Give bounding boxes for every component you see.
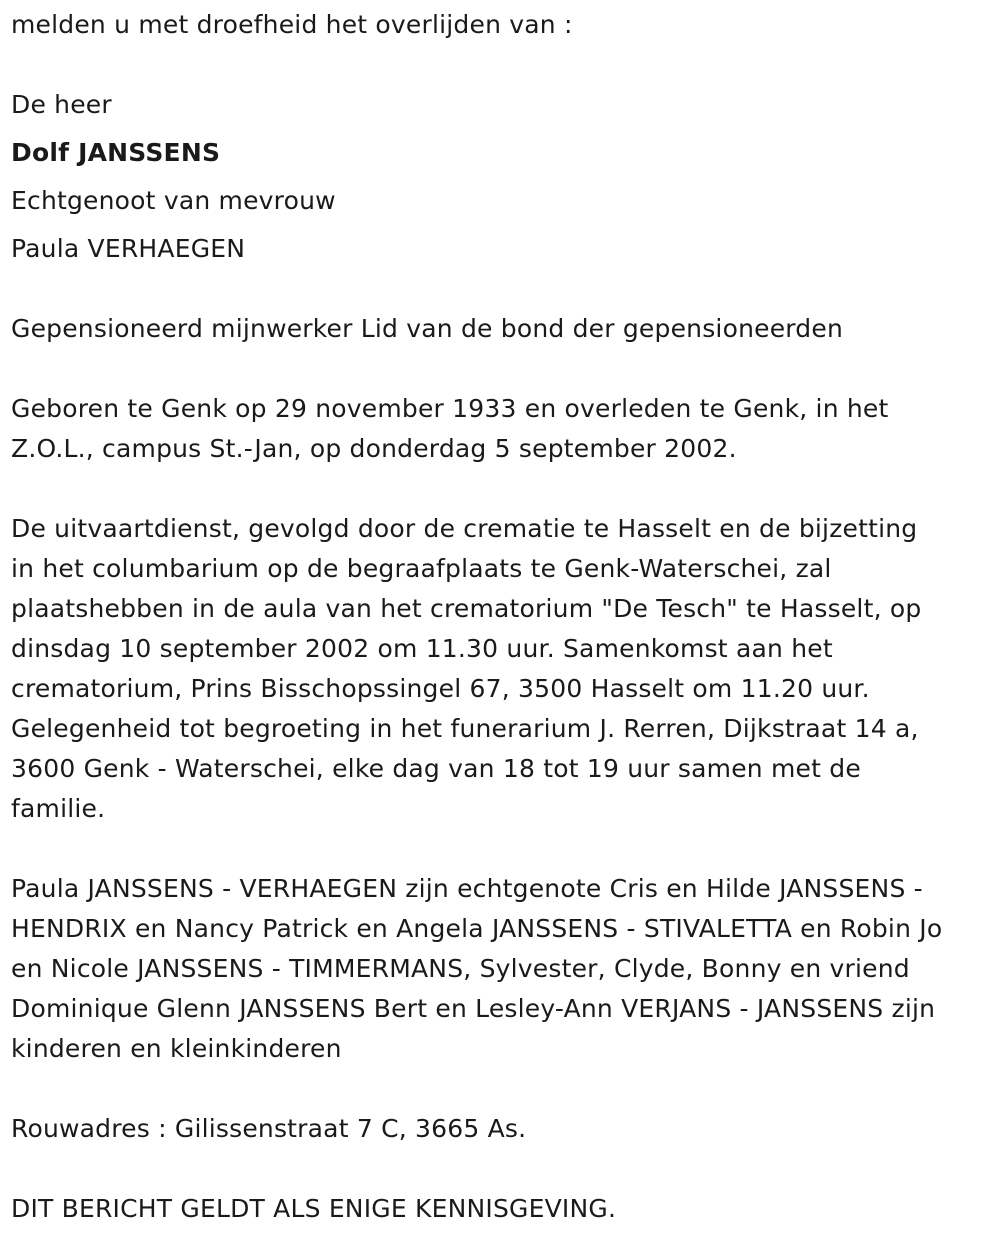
occupation: Gepensioneerd mijnwerker Lid van de bond der gepensioneerden [11, 314, 844, 343]
paragraph-line: familie. [11, 794, 106, 823]
paragraph-line: plaatshebben in de aula van het crematorium "De Tesch" te Hasselt, op [11, 594, 922, 623]
deceased-name: Dolf JANSSENS [11, 138, 221, 167]
paragraph-line: kinderen en kleinkinderen [11, 1034, 342, 1063]
death-notice [11, 0, 991, 1229]
paragraph-line: Gelegenheid tot begroeting in het funerarium J. Rerren, Dijkstraat 14 a, [11, 714, 919, 743]
paragraph-line: Paula JANSSENS - VERHAEGEN zijn echtgenote Cris en Hilde JANSSENS - [11, 874, 923, 903]
mourning-address: Rouwadres : Gilissenstraat 7 C, 3665 As. [11, 1114, 527, 1143]
paragraph-line: De uitvaartdienst, gevolgd door de crematie te Hasselt en de bijzetting [11, 514, 918, 543]
paragraph-line: Z.O.L., campus St.-Jan, op donderdag 5 september 2002. [11, 434, 737, 463]
birth-death-paragraph [11, 389, 991, 469]
paragraph-line: in het columbarium op de begraafplaats te Genk-Waterschei, zal [11, 554, 832, 583]
paragraph-line: 3600 Genk - Waterschei, elke dag van 18 tot 19 uur samen met de [11, 754, 861, 783]
closing-statement: DIT BERICHT GELDT ALS ENIGE KENNISGEVING. [11, 1194, 617, 1223]
paragraph-line: crematorium, Prins Bisschopssingel 67, 3500 Hasselt om 11.20 uur. [11, 674, 870, 703]
paragraph-line: en Nicole JANSSENS - TIMMERMANS, Sylvester, Clyde, Bonny en vriend [11, 954, 910, 983]
intro-text: melden u met droefheid het overlijden van : [11, 10, 573, 39]
paragraph-line: HENDRIX en Nancy Patrick en Angela JANSSENS - STIVALETTA en Robin Jo [11, 914, 943, 943]
paragraph-line: Geboren te Genk op 29 november 1933 en overleden te Genk, in het [11, 394, 889, 423]
spouse-name: Paula VERHAEGEN [11, 234, 246, 263]
paragraph-line: Dominique Glenn JANSSENS Bert en Lesley-Ann VERJANS - JANSSENS zijn [11, 994, 936, 1023]
paragraph-line: dinsdag 10 september 2002 om 11.30 uur. Samenkomst aan het [11, 634, 833, 663]
title-prefix: De heer [11, 90, 112, 119]
funeral-paragraph [11, 509, 991, 829]
family-paragraph [11, 869, 991, 1069]
spouse-relation: Echtgenoot van mevrouw [11, 186, 336, 215]
